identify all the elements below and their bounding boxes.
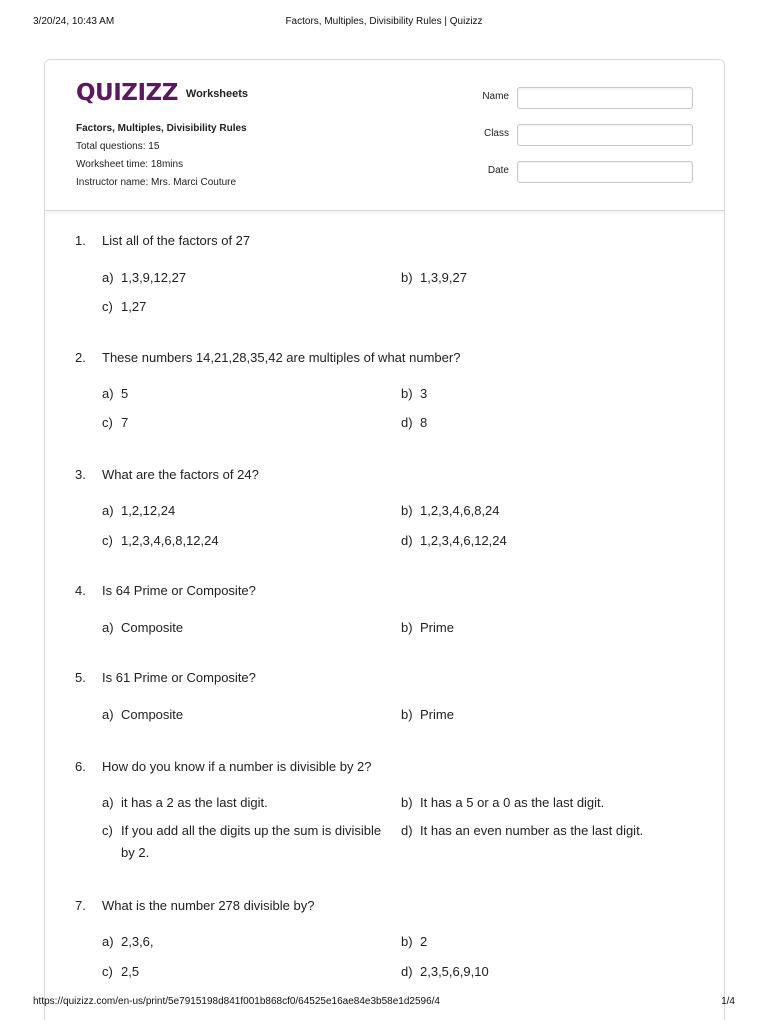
option-letter: b): [401, 934, 413, 949]
worksheet-meta: [76, 120, 247, 192]
question-text: [75, 898, 314, 913]
date-field-row: [465, 161, 695, 183]
answer-option: [401, 617, 681, 639]
option-text: Composite: [121, 620, 184, 635]
option-text: it has a 2 as the last digit.: [121, 795, 268, 810]
print-timestamp: 3/20/24, 10:43 AM: [33, 16, 115, 27]
answer-option: [102, 500, 382, 522]
question-prompt: What is the number 278 divisible by?: [102, 898, 315, 913]
answer-option: [401, 383, 681, 405]
option-text: 1,2,3,4,6,8,24: [420, 503, 500, 518]
question-prompt: What are the factors of 24?: [102, 467, 259, 482]
question-prompt: These numbers 14,21,28,35,42 are multiples of what number?: [102, 350, 461, 365]
option-letter: b): [401, 707, 413, 722]
option-text: 7: [121, 415, 129, 430]
worksheet-title: Factors, Multiples, Divisibility Rules: [76, 123, 247, 134]
instructor-name: Instructor name: Mrs. Marci Couture: [76, 177, 237, 188]
class-label: Class: [483, 128, 509, 139]
option-letter: c): [102, 415, 113, 430]
option-letter: d): [401, 964, 413, 979]
question-number: 6.: [75, 759, 86, 774]
option-text: Prime: [420, 620, 454, 635]
option-letter: a): [102, 620, 114, 635]
option-text: 8: [420, 415, 428, 430]
answer-option: [401, 931, 681, 953]
question-text: [75, 583, 256, 598]
answer-option: [102, 296, 382, 318]
option-letter: b): [401, 795, 413, 810]
option-text: 2: [420, 934, 428, 949]
answer-option: [401, 961, 681, 983]
question-number: 4.: [75, 583, 86, 598]
answer-option: [401, 530, 681, 552]
option-letter: d): [401, 533, 413, 548]
answer-option: [401, 820, 701, 842]
print-header: [33, 16, 735, 30]
name-field[interactable]: [517, 87, 693, 109]
option-text: It has an even number as the last digit.: [420, 823, 644, 838]
answer-option: [102, 412, 382, 434]
print-url: https://quizizz.com/en-us/print/5e7915198d841f001b868cf0/64525e16ae84e3b58e1d2596/4: [33, 996, 440, 1007]
question-text: [75, 759, 372, 774]
option-text: Prime: [420, 707, 454, 722]
quizizz-logo: [76, 80, 248, 106]
option-text: 5: [121, 386, 129, 401]
option-letter: a): [102, 386, 114, 401]
question-number: 3.: [75, 467, 86, 482]
answer-option: [102, 617, 382, 639]
question-prompt: Is 61 Prime or Composite?: [102, 670, 256, 685]
answer-option: [401, 412, 681, 434]
option-letter: a): [102, 707, 114, 722]
option-letter: c): [102, 533, 113, 548]
option-text: 1,3,9,27: [420, 270, 467, 285]
worksheet: [44, 59, 725, 1020]
option-text: 1,2,12,24: [121, 503, 176, 518]
question-number: 7.: [75, 898, 86, 913]
answer-option: [102, 820, 392, 864]
question-text: [75, 467, 259, 482]
option-text: 2,3,5,6,9,10: [420, 964, 489, 979]
question-number: 2.: [75, 350, 86, 365]
question-text: [75, 350, 460, 365]
option-letter: a): [102, 270, 114, 285]
option-text: 1,2,3,4,6,8,12,24: [121, 533, 219, 548]
option-letter: a): [102, 795, 114, 810]
option-letter: c): [102, 299, 113, 314]
option-letter: c): [102, 964, 113, 979]
answer-option: [401, 704, 681, 726]
answer-option: [102, 704, 382, 726]
answer-option: [401, 267, 681, 289]
question-number: 5.: [75, 670, 86, 685]
print-footer: [33, 996, 735, 1010]
question-prompt: How do you know if a number is divisible by 2?: [102, 759, 372, 774]
option-text: 2,5: [121, 964, 140, 979]
question-prompt: List all of the factors of 27: [102, 233, 251, 248]
question-text: [75, 670, 256, 685]
option-text: It has a 5 or a 0 as the last digit.: [420, 795, 605, 810]
option-letter: c): [102, 823, 113, 838]
option-letter: a): [102, 503, 114, 518]
worksheet-header: [45, 60, 724, 211]
brand-subtitle: Worksheets: [185, 88, 249, 100]
date-field[interactable]: [517, 161, 693, 183]
total-questions: Total questions: 15: [76, 141, 160, 152]
option-letter: b): [401, 620, 413, 635]
option-text: 1,3,9,12,27: [121, 270, 187, 285]
option-letter: b): [401, 503, 413, 518]
answer-option: [102, 792, 392, 814]
question-prompt: Is 64 Prime or Composite?: [102, 583, 256, 598]
option-letter: d): [401, 415, 413, 430]
brand-wordmark: QUIZIZZ: [76, 80, 178, 106]
option-text: 1,27: [121, 299, 147, 314]
answer-option: [401, 792, 701, 814]
print-page-title: Factors, Multiples, Divisibility Rules | Quizizz: [285, 16, 483, 27]
option-letter: b): [401, 270, 413, 285]
option-text: 1,2,3,4,6,12,24: [420, 533, 507, 548]
answer-option: [102, 931, 382, 953]
option-letter: b): [401, 386, 413, 401]
option-text: If you add all the digits up the sum is divisible by 2.: [121, 823, 382, 860]
option-text: 2,3,6,: [121, 934, 154, 949]
class-field-row: [465, 124, 695, 146]
question-number: 1.: [75, 233, 86, 248]
date-label: Date: [487, 165, 509, 176]
question-text: [75, 233, 250, 248]
answer-option: [401, 500, 681, 522]
option-text: 3: [420, 386, 428, 401]
name-field-row: [465, 87, 695, 109]
class-field[interactable]: [517, 124, 693, 146]
answer-option: [102, 383, 382, 405]
page-number: 1/4: [721, 996, 735, 1007]
name-label: Name: [482, 91, 509, 102]
option-letter: d): [401, 823, 413, 838]
worksheet-time: Worksheet time: 18mins: [76, 159, 184, 170]
answer-option: [102, 267, 382, 289]
option-letter: a): [102, 934, 114, 949]
answer-option: [102, 961, 382, 983]
option-text: Composite: [121, 707, 184, 722]
answer-option: [102, 530, 382, 552]
